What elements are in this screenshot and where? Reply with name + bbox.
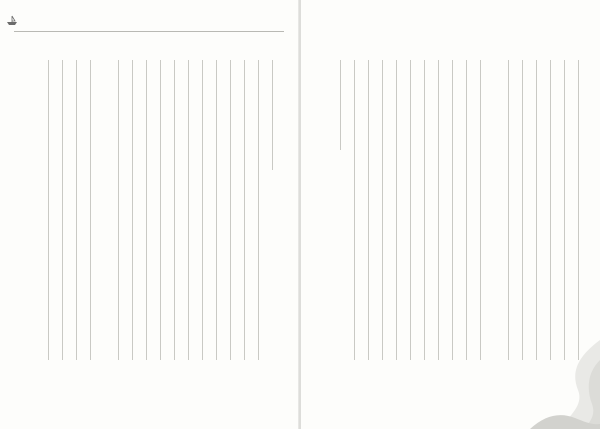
text-column: [340, 60, 341, 150]
text-column: [244, 60, 245, 360]
landscape-ornament: [500, 300, 600, 429]
text-column: [48, 60, 49, 360]
text-column: [480, 60, 481, 360]
text-column: [132, 60, 133, 360]
text-column: [452, 60, 453, 360]
text-column: [466, 60, 467, 360]
text-column: [146, 60, 147, 360]
text-column: [230, 60, 231, 360]
text-column: [272, 60, 273, 170]
text-column: [160, 60, 161, 360]
text-column: [216, 60, 217, 360]
text-column: [396, 60, 397, 360]
text-column: [62, 60, 63, 360]
text-column: [354, 60, 355, 360]
header-rule: [14, 31, 284, 32]
text-column: [410, 60, 411, 360]
text-column: [382, 60, 383, 360]
text-column: [90, 60, 91, 360]
text-column: [202, 60, 203, 360]
text-column: [118, 60, 119, 360]
text-column: [368, 60, 369, 360]
text-column: [424, 60, 425, 360]
left-text-columns: [40, 60, 280, 360]
text-column: [438, 60, 439, 360]
text-column: [174, 60, 175, 360]
text-column: [258, 60, 259, 360]
text-column: [188, 60, 189, 360]
text-column: [76, 60, 77, 360]
ship-icon: [6, 14, 18, 26]
left-page: [0, 0, 299, 429]
